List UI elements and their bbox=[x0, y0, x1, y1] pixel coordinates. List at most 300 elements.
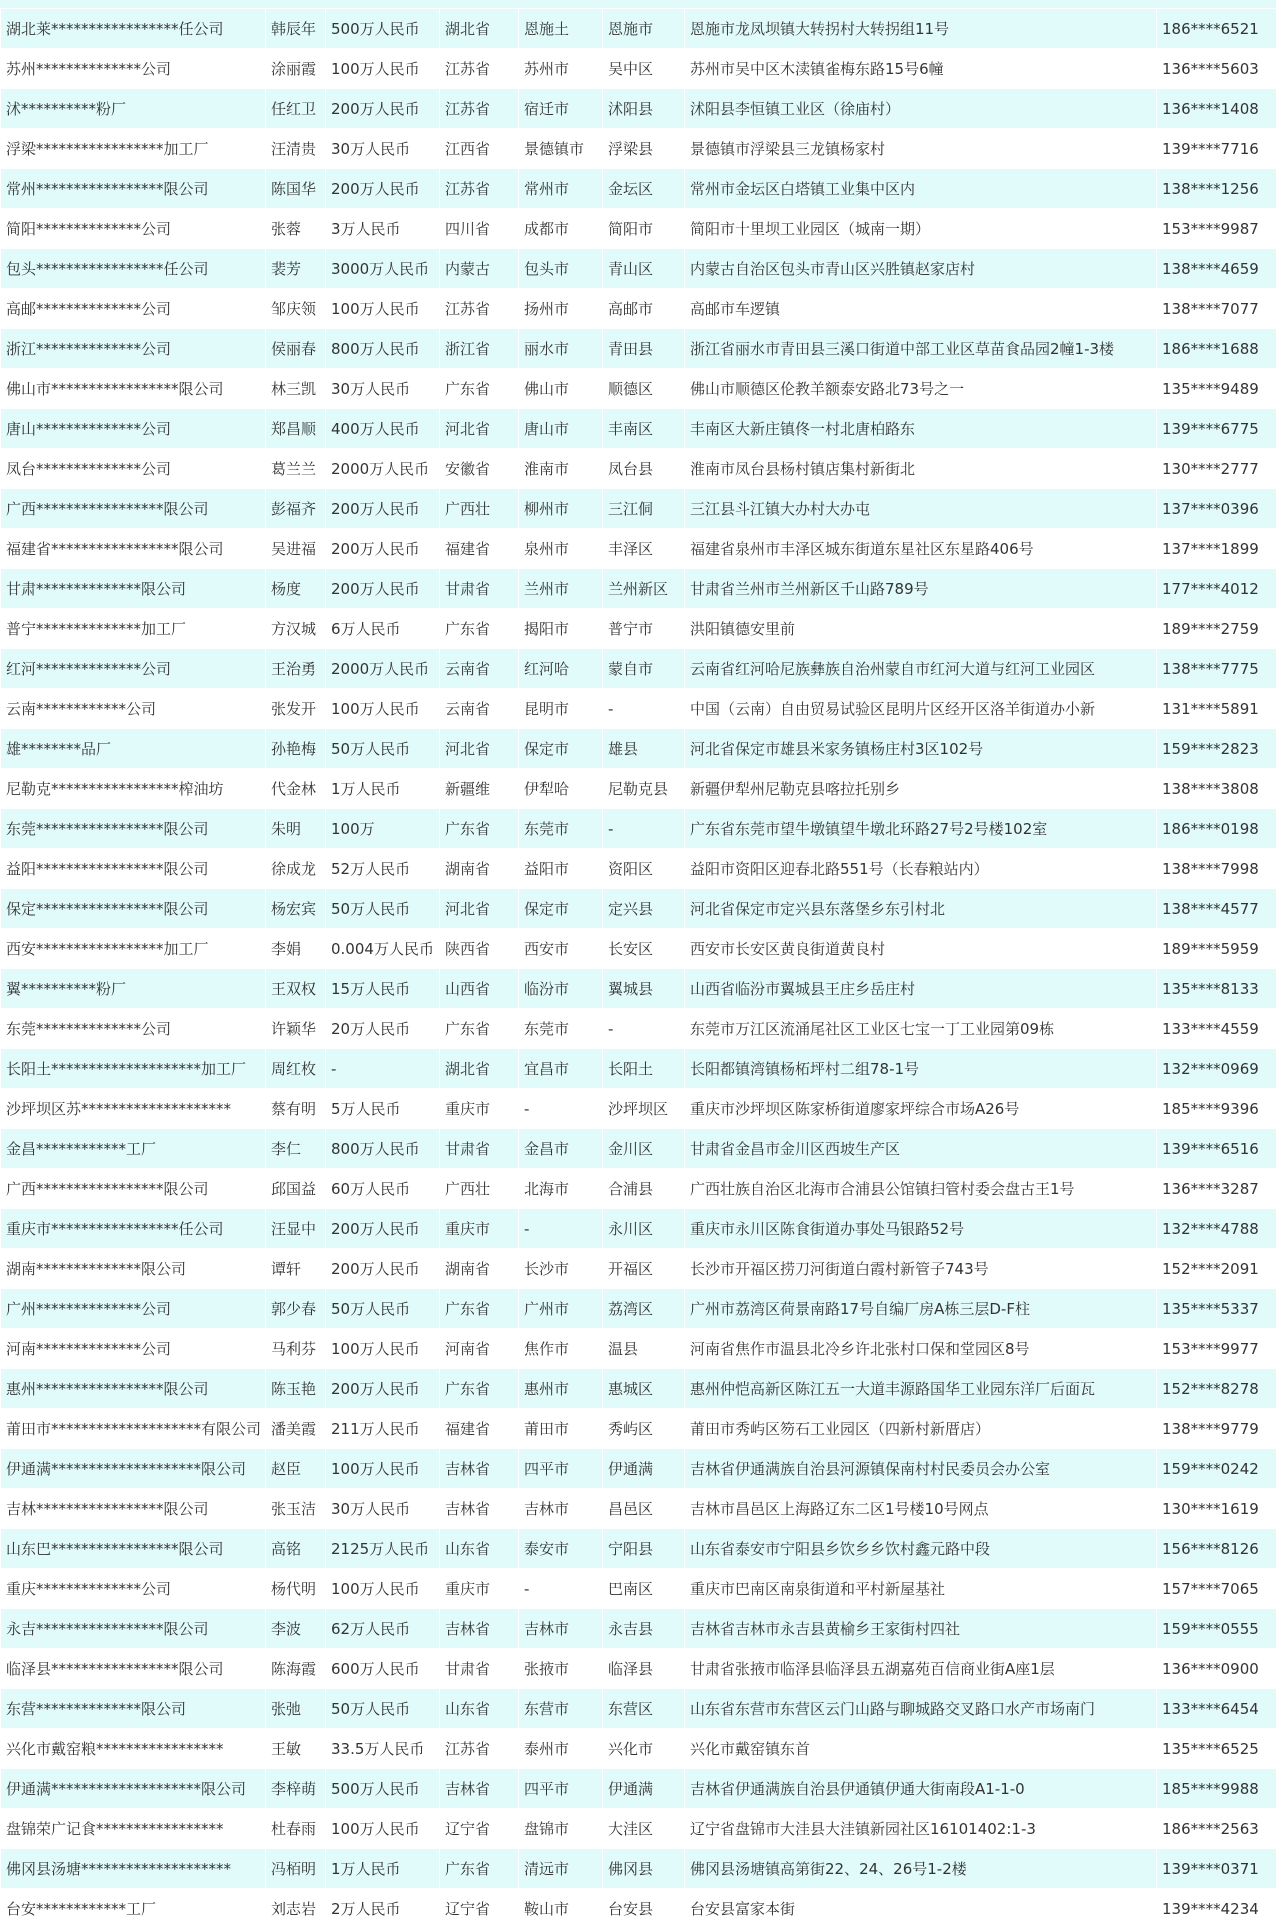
county-cell: 临泽县 bbox=[603, 1649, 685, 1689]
phone-cell: 189****5959 bbox=[1157, 929, 1277, 969]
phone-cell: 139****4234 bbox=[1157, 1889, 1277, 1920]
phone-cell: 135****8133 bbox=[1157, 969, 1277, 1009]
registered-capital-cell: 15万人民币 bbox=[326, 969, 440, 1009]
table-row bbox=[1, 289, 1277, 329]
registered-capital-cell: 100万 bbox=[326, 809, 440, 849]
city-cell: 清远市 bbox=[519, 1849, 603, 1889]
registered-capital-cell: 50万人民币 bbox=[326, 729, 440, 769]
county-cell: 兰州新区 bbox=[603, 569, 685, 609]
address-cell: 山东省泰安市宁阳县乡饮乡乡饮村鑫元路中段 bbox=[685, 1529, 1157, 1569]
phone-cell: 139****0371 bbox=[1157, 1849, 1277, 1889]
city-cell: 西安市 bbox=[519, 929, 603, 969]
city-cell: 莆田市 bbox=[519, 1409, 603, 1449]
company-name-cell: 浙江**************公司 bbox=[1, 329, 266, 369]
table-row bbox=[1, 969, 1277, 1009]
legal-person-cell: 汪清贵 bbox=[266, 129, 326, 169]
phone-cell: 136****1408 bbox=[1157, 89, 1277, 129]
table-row bbox=[1, 1289, 1277, 1329]
legal-person-cell: 蔡有明 bbox=[266, 1089, 326, 1129]
legal-person-cell: 刘志岩 bbox=[266, 1889, 326, 1920]
county-cell: 浮梁县 bbox=[603, 129, 685, 169]
legal-person-cell: 谭轩 bbox=[266, 1249, 326, 1289]
registered-capital-cell: 0.004万人民币 bbox=[326, 929, 440, 969]
table-row bbox=[1, 369, 1277, 409]
address-cell: 河北省保定市定兴县东落堡乡东引村北 bbox=[685, 889, 1157, 929]
county-cell: - bbox=[603, 689, 685, 729]
city-cell: - bbox=[519, 1569, 603, 1609]
table-top-strip bbox=[0, 0, 1276, 8]
phone-cell: 185****9396 bbox=[1157, 1089, 1277, 1129]
registered-capital-cell: 200万人民币 bbox=[326, 89, 440, 129]
table-row bbox=[1, 929, 1277, 969]
city-cell: 景德镇市 bbox=[519, 129, 603, 169]
province-cell: 广东省 bbox=[440, 1289, 519, 1329]
county-cell: 昌邑区 bbox=[603, 1489, 685, 1529]
county-cell: 宁阳县 bbox=[603, 1529, 685, 1569]
legal-person-cell: 陈玉艳 bbox=[266, 1369, 326, 1409]
province-cell: 河北省 bbox=[440, 409, 519, 449]
legal-person-cell: 赵臣 bbox=[266, 1449, 326, 1489]
registered-capital-cell: 600万人民币 bbox=[326, 1649, 440, 1689]
phone-cell: 139****6516 bbox=[1157, 1129, 1277, 1169]
city-cell: 东莞市 bbox=[519, 1009, 603, 1049]
county-cell: 定兴县 bbox=[603, 889, 685, 929]
legal-person-cell: 郑昌顺 bbox=[266, 409, 326, 449]
county-cell: 顺德区 bbox=[603, 369, 685, 409]
county-cell: 巴南区 bbox=[603, 1569, 685, 1609]
county-cell: 沭阳县 bbox=[603, 89, 685, 129]
province-cell: 新疆维 bbox=[440, 769, 519, 809]
province-cell: 辽宁省 bbox=[440, 1889, 519, 1920]
county-cell: 雄县 bbox=[603, 729, 685, 769]
registered-capital-cell: 2万人民币 bbox=[326, 1889, 440, 1920]
table-row bbox=[1, 1569, 1277, 1609]
company-name-cell: 简阳**************公司 bbox=[1, 209, 266, 249]
table-row bbox=[1, 1769, 1277, 1809]
company-name-cell: 云南************公司 bbox=[1, 689, 266, 729]
province-cell: 河北省 bbox=[440, 729, 519, 769]
province-cell: 湖北省 bbox=[440, 1049, 519, 1089]
table-row bbox=[1, 849, 1277, 889]
legal-person-cell: 郭少春 bbox=[266, 1289, 326, 1329]
province-cell: 辽宁省 bbox=[440, 1809, 519, 1849]
city-cell: 北海市 bbox=[519, 1169, 603, 1209]
province-cell: 重庆市 bbox=[440, 1089, 519, 1129]
county-cell: 三江侗 bbox=[603, 489, 685, 529]
county-cell: 兴化市 bbox=[603, 1729, 685, 1769]
company-name-cell: 重庆市*****************任公司 bbox=[1, 1209, 266, 1249]
registered-capital-cell: 62万人民币 bbox=[326, 1609, 440, 1649]
county-cell: 惠城区 bbox=[603, 1369, 685, 1409]
legal-person-cell: 陈海霞 bbox=[266, 1649, 326, 1689]
address-cell: 常州市金坛区白塔镇工业集中区内 bbox=[685, 169, 1157, 209]
city-cell: 泉州市 bbox=[519, 529, 603, 569]
table-row bbox=[1, 249, 1277, 289]
phone-cell: 137****0396 bbox=[1157, 489, 1277, 529]
table-row bbox=[1, 569, 1277, 609]
company-name-cell: 东莞**************公司 bbox=[1, 1009, 266, 1049]
county-cell: 资阳区 bbox=[603, 849, 685, 889]
legal-person-cell: 许颖华 bbox=[266, 1009, 326, 1049]
address-cell: 西安市长安区黄良街道黄良村 bbox=[685, 929, 1157, 969]
registered-capital-cell: 5万人民币 bbox=[326, 1089, 440, 1129]
city-cell: 惠州市 bbox=[519, 1369, 603, 1409]
company-name-cell: 莆田市********************有限公司 bbox=[1, 1409, 266, 1449]
legal-person-cell: 裴芳 bbox=[266, 249, 326, 289]
table-row bbox=[1, 1529, 1277, 1569]
table-row bbox=[1, 1329, 1277, 1369]
phone-cell: 138****9779 bbox=[1157, 1409, 1277, 1449]
company-name-cell: 兴化市戴窑粮***************** bbox=[1, 1729, 266, 1769]
city-cell: - bbox=[519, 1089, 603, 1129]
county-cell: 丰泽区 bbox=[603, 529, 685, 569]
province-cell: 吉林省 bbox=[440, 1769, 519, 1809]
legal-person-cell: 张蓉 bbox=[266, 209, 326, 249]
address-cell: 吉林省伊通满族自治县河源镇保南村村民委员会办公室 bbox=[685, 1449, 1157, 1489]
county-cell: 秀屿区 bbox=[603, 1409, 685, 1449]
province-cell: 江苏省 bbox=[440, 1729, 519, 1769]
province-cell: 云南省 bbox=[440, 649, 519, 689]
legal-person-cell: 潘美霞 bbox=[266, 1409, 326, 1449]
company-name-cell: 浮梁*****************加工厂 bbox=[1, 129, 266, 169]
company-name-cell: 普宁**************加工厂 bbox=[1, 609, 266, 649]
table-row bbox=[1, 1089, 1277, 1129]
phone-cell: 152****8278 bbox=[1157, 1369, 1277, 1409]
province-cell: 山东省 bbox=[440, 1689, 519, 1729]
phone-cell: 135****9489 bbox=[1157, 369, 1277, 409]
county-cell: 伊通满 bbox=[603, 1449, 685, 1489]
legal-person-cell: 张弛 bbox=[266, 1689, 326, 1729]
registered-capital-cell: 200万人民币 bbox=[326, 569, 440, 609]
company-name-cell: 常州*****************限公司 bbox=[1, 169, 266, 209]
registered-capital-cell: 6万人民币 bbox=[326, 609, 440, 649]
address-cell: 甘肃省兰州市兰州新区千山路789号 bbox=[685, 569, 1157, 609]
legal-person-cell: 侯丽春 bbox=[266, 329, 326, 369]
city-cell: 泰安市 bbox=[519, 1529, 603, 1569]
county-cell: 伊通满 bbox=[603, 1769, 685, 1809]
company-name-cell: 苏州**************公司 bbox=[1, 49, 266, 89]
city-cell: 红河哈 bbox=[519, 649, 603, 689]
registered-capital-cell: 500万人民币 bbox=[326, 9, 440, 49]
county-cell: 东营区 bbox=[603, 1689, 685, 1729]
table-row bbox=[1, 489, 1277, 529]
legal-person-cell: 吴进福 bbox=[266, 529, 326, 569]
legal-person-cell: 王双权 bbox=[266, 969, 326, 1009]
county-cell: 丰南区 bbox=[603, 409, 685, 449]
legal-person-cell: 王敏 bbox=[266, 1729, 326, 1769]
county-cell: 高邮市 bbox=[603, 289, 685, 329]
registered-capital-cell: 30万人民币 bbox=[326, 369, 440, 409]
address-cell: 甘肃省张掖市临泽县临泽县五湖嘉苑百信商业街A座1层 bbox=[685, 1649, 1157, 1689]
company-name-cell: 湖南**************限公司 bbox=[1, 1249, 266, 1289]
address-cell: 重庆市巴南区南泉街道和平村新屋基社 bbox=[685, 1569, 1157, 1609]
city-cell: 四平市 bbox=[519, 1769, 603, 1809]
phone-cell: 139****7716 bbox=[1157, 129, 1277, 169]
city-cell: 东莞市 bbox=[519, 809, 603, 849]
province-cell: 浙江省 bbox=[440, 329, 519, 369]
registered-capital-cell: 100万人民币 bbox=[326, 289, 440, 329]
registered-capital-cell: 100万人民币 bbox=[326, 1449, 440, 1489]
city-cell: 宿迁市 bbox=[519, 89, 603, 129]
address-cell: 台安县富家本街 bbox=[685, 1889, 1157, 1920]
address-cell: 河南省焦作市温县北冷乡许北张村口保和堂园区8号 bbox=[685, 1329, 1157, 1369]
legal-person-cell: 王治勇 bbox=[266, 649, 326, 689]
table-row bbox=[1, 1849, 1277, 1889]
address-cell: 山东省东营市东营区云门山路与聊城路交叉路口水产市场南门 bbox=[685, 1689, 1157, 1729]
table-row bbox=[1, 729, 1277, 769]
phone-cell: 133****6454 bbox=[1157, 1689, 1277, 1729]
registered-capital-cell: 100万人民币 bbox=[326, 689, 440, 729]
province-cell: 江苏省 bbox=[440, 289, 519, 329]
legal-person-cell: 涂丽霞 bbox=[266, 49, 326, 89]
city-cell: 张掖市 bbox=[519, 1649, 603, 1689]
phone-cell: 136****3287 bbox=[1157, 1169, 1277, 1209]
table-row bbox=[1, 129, 1277, 169]
address-cell: 景德镇市浮梁县三龙镇杨家村 bbox=[685, 129, 1157, 169]
city-cell: 金昌市 bbox=[519, 1129, 603, 1169]
city-cell: 吉林市 bbox=[519, 1609, 603, 1649]
registered-capital-cell: 200万人民币 bbox=[326, 529, 440, 569]
phone-cell: 186****1688 bbox=[1157, 329, 1277, 369]
county-cell: 沙坪坝区 bbox=[603, 1089, 685, 1129]
registered-capital-cell: 1万人民币 bbox=[326, 1849, 440, 1889]
table-row bbox=[1, 1049, 1277, 1089]
company-name-cell: 甘肃**************限公司 bbox=[1, 569, 266, 609]
company-name-cell: 雄********品厂 bbox=[1, 729, 266, 769]
city-cell: 成都市 bbox=[519, 209, 603, 249]
table-body bbox=[1, 9, 1277, 1920]
table-row bbox=[1, 1169, 1277, 1209]
table-row bbox=[1, 9, 1277, 49]
address-cell: 高邮市车逻镇 bbox=[685, 289, 1157, 329]
county-cell: 简阳市 bbox=[603, 209, 685, 249]
phone-cell: 159****2823 bbox=[1157, 729, 1277, 769]
phone-cell: 136****0900 bbox=[1157, 1649, 1277, 1689]
city-cell: 淮南市 bbox=[519, 449, 603, 489]
table-row bbox=[1, 1409, 1277, 1449]
address-cell: 山西省临汾市翼城县王庄乡岳庄村 bbox=[685, 969, 1157, 1009]
registered-capital-cell: 3000万人民币 bbox=[326, 249, 440, 289]
phone-cell: 135****5337 bbox=[1157, 1289, 1277, 1329]
legal-person-cell: 方汉城 bbox=[266, 609, 326, 649]
table-row bbox=[1, 1729, 1277, 1769]
province-cell: 湖南省 bbox=[440, 1249, 519, 1289]
company-name-cell: 高邮**************公司 bbox=[1, 289, 266, 329]
province-cell: 广西壮 bbox=[440, 489, 519, 529]
registered-capital-cell: 30万人民币 bbox=[326, 1489, 440, 1529]
phone-cell: 157****7065 bbox=[1157, 1569, 1277, 1609]
legal-person-cell: 朱明 bbox=[266, 809, 326, 849]
city-cell: 苏州市 bbox=[519, 49, 603, 89]
registered-capital-cell: 50万人民币 bbox=[326, 1689, 440, 1729]
company-name-cell: 包头*****************任公司 bbox=[1, 249, 266, 289]
province-cell: 山东省 bbox=[440, 1529, 519, 1569]
registered-capital-cell: 211万人民币 bbox=[326, 1409, 440, 1449]
registered-capital-cell: 20万人民币 bbox=[326, 1009, 440, 1049]
legal-person-cell: 杨代明 bbox=[266, 1569, 326, 1609]
table-row bbox=[1, 1809, 1277, 1849]
province-cell: 福建省 bbox=[440, 529, 519, 569]
company-name-cell: 沙坪坝区苏******************** bbox=[1, 1089, 266, 1129]
registered-capital-cell: 200万人民币 bbox=[326, 489, 440, 529]
legal-person-cell: 李仁 bbox=[266, 1129, 326, 1169]
company-name-cell: 佛山市*****************限公司 bbox=[1, 369, 266, 409]
company-name-cell: 盘锦荣广记食***************** bbox=[1, 1809, 266, 1849]
registered-capital-cell: 100万人民币 bbox=[326, 1329, 440, 1369]
city-cell: 保定市 bbox=[519, 729, 603, 769]
table-row bbox=[1, 689, 1277, 729]
county-cell: 尼勒克县 bbox=[603, 769, 685, 809]
legal-person-cell: 陈国华 bbox=[266, 169, 326, 209]
legal-person-cell: 杨宏宾 bbox=[266, 889, 326, 929]
address-cell: 广西壮族自治区北海市合浦县公馆镇扫管村委会盘古王1号 bbox=[685, 1169, 1157, 1209]
city-cell: 兰州市 bbox=[519, 569, 603, 609]
phone-cell: 131****5891 bbox=[1157, 689, 1277, 729]
city-cell: 常州市 bbox=[519, 169, 603, 209]
province-cell: 重庆市 bbox=[440, 1569, 519, 1609]
county-cell: 金坛区 bbox=[603, 169, 685, 209]
city-cell: 宜昌市 bbox=[519, 1049, 603, 1089]
company-name-cell: 唐山**************公司 bbox=[1, 409, 266, 449]
registered-capital-cell: 100万人民币 bbox=[326, 49, 440, 89]
legal-person-cell: 高铭 bbox=[266, 1529, 326, 1569]
county-cell: 普宁市 bbox=[603, 609, 685, 649]
phone-cell: 186****6521 bbox=[1157, 9, 1277, 49]
city-cell: 丽水市 bbox=[519, 329, 603, 369]
address-cell: 东莞市万江区流涌尾社区工业区七宝一丁工业园第09栋 bbox=[685, 1009, 1157, 1049]
registered-capital-cell: 2000万人民币 bbox=[326, 449, 440, 489]
registered-capital-cell: 100万人民币 bbox=[326, 1569, 440, 1609]
registered-capital-cell: 200万人民币 bbox=[326, 1209, 440, 1249]
table-row bbox=[1, 1609, 1277, 1649]
phone-cell: 138****4659 bbox=[1157, 249, 1277, 289]
address-cell: 广州市荔湾区荷景南路17号自编厂房A栋三层D-F柱 bbox=[685, 1289, 1157, 1329]
company-name-cell: 凤台**************公司 bbox=[1, 449, 266, 489]
phone-cell: 138****3808 bbox=[1157, 769, 1277, 809]
table-row bbox=[1, 809, 1277, 849]
legal-person-cell: 李娟 bbox=[266, 929, 326, 969]
table-row bbox=[1, 1649, 1277, 1689]
province-cell: 安徽省 bbox=[440, 449, 519, 489]
address-cell: 益阳市资阳区迎春北路551号（长春粮站内） bbox=[685, 849, 1157, 889]
province-cell: 广东省 bbox=[440, 809, 519, 849]
city-cell: 昆明市 bbox=[519, 689, 603, 729]
table-row bbox=[1, 49, 1277, 89]
legal-person-cell: 彭福齐 bbox=[266, 489, 326, 529]
company-name-cell: 临泽县*****************限公司 bbox=[1, 1649, 266, 1689]
table-row bbox=[1, 1249, 1277, 1289]
county-cell: 永吉县 bbox=[603, 1609, 685, 1649]
table-row bbox=[1, 409, 1277, 449]
legal-person-cell: 杜春雨 bbox=[266, 1809, 326, 1849]
phone-cell: 139****6775 bbox=[1157, 409, 1277, 449]
phone-cell: 135****6525 bbox=[1157, 1729, 1277, 1769]
province-cell: 广东省 bbox=[440, 1009, 519, 1049]
city-cell: 长沙市 bbox=[519, 1249, 603, 1289]
province-cell: 云南省 bbox=[440, 689, 519, 729]
address-cell: 甘肃省金昌市金川区西坡生产区 bbox=[685, 1129, 1157, 1169]
table-row bbox=[1, 1369, 1277, 1409]
city-cell: 唐山市 bbox=[519, 409, 603, 449]
address-cell: 吉林省伊通满族自治县伊通镇伊通大街南段A1-1-0 bbox=[685, 1769, 1157, 1809]
city-cell: 泰州市 bbox=[519, 1729, 603, 1769]
county-cell: 大洼区 bbox=[603, 1809, 685, 1849]
company-name-cell: 永吉*****************限公司 bbox=[1, 1609, 266, 1649]
legal-person-cell: 周红枚 bbox=[266, 1049, 326, 1089]
company-table bbox=[0, 8, 1277, 1920]
county-cell: 凤台县 bbox=[603, 449, 685, 489]
phone-cell: 137****1899 bbox=[1157, 529, 1277, 569]
province-cell: 福建省 bbox=[440, 1409, 519, 1449]
company-name-cell: 伊通满********************限公司 bbox=[1, 1449, 266, 1489]
city-cell: 焦作市 bbox=[519, 1329, 603, 1369]
province-cell: 甘肃省 bbox=[440, 1129, 519, 1169]
table-row bbox=[1, 1009, 1277, 1049]
address-cell: 佛山市顺德区伦教羊额泰安路北73号之一 bbox=[685, 369, 1157, 409]
address-cell: 广东省东莞市望牛墩镇望牛墩北环路27号2号楼102室 bbox=[685, 809, 1157, 849]
company-name-cell: 西安*****************加工厂 bbox=[1, 929, 266, 969]
city-cell: 益阳市 bbox=[519, 849, 603, 889]
address-cell: 丰南区大新庄镇佟一村北唐柏路东 bbox=[685, 409, 1157, 449]
registered-capital-cell: 2125万人民币 bbox=[326, 1529, 440, 1569]
legal-person-cell: 孙艳梅 bbox=[266, 729, 326, 769]
phone-cell: 177****4012 bbox=[1157, 569, 1277, 609]
legal-person-cell: 张玉洁 bbox=[266, 1489, 326, 1529]
county-cell: 合浦县 bbox=[603, 1169, 685, 1209]
company-name-cell: 金昌************工厂 bbox=[1, 1129, 266, 1169]
address-cell: 惠州仲恺高新区陈江五一大道丰源路国华工业园东洋厂后面瓦 bbox=[685, 1369, 1157, 1409]
address-cell: 沭阳县李恒镇工业区（徐庙村） bbox=[685, 89, 1157, 129]
phone-cell: 132****4788 bbox=[1157, 1209, 1277, 1249]
legal-person-cell: 冯栢明 bbox=[266, 1849, 326, 1889]
registered-capital-cell: 200万人民币 bbox=[326, 1369, 440, 1409]
legal-person-cell: 任红卫 bbox=[266, 89, 326, 129]
company-name-cell: 吉林*****************限公司 bbox=[1, 1489, 266, 1529]
city-cell: 佛山市 bbox=[519, 369, 603, 409]
county-cell: 长阳土 bbox=[603, 1049, 685, 1089]
phone-cell: 138****1256 bbox=[1157, 169, 1277, 209]
address-cell: 莆田市秀屿区笏石工业园区（四新村新厝店） bbox=[685, 1409, 1157, 1449]
province-cell: 河南省 bbox=[440, 1329, 519, 1369]
registered-capital-cell: 800万人民币 bbox=[326, 329, 440, 369]
address-cell: 洪阳镇德安里前 bbox=[685, 609, 1157, 649]
phone-cell: 138****4577 bbox=[1157, 889, 1277, 929]
registered-capital-cell: 33.5万人民币 bbox=[326, 1729, 440, 1769]
legal-person-cell: 张发开 bbox=[266, 689, 326, 729]
company-name-cell: 重庆**************公司 bbox=[1, 1569, 266, 1609]
legal-person-cell: 代金林 bbox=[266, 769, 326, 809]
county-cell: 翼城县 bbox=[603, 969, 685, 1009]
company-name-cell: 翼**********粉厂 bbox=[1, 969, 266, 1009]
company-name-cell: 湖北莱*****************任公司 bbox=[1, 9, 266, 49]
registered-capital-cell: 3万人民币 bbox=[326, 209, 440, 249]
address-cell: 长沙市开福区捞刀河街道白霞村新管子743号 bbox=[685, 1249, 1157, 1289]
province-cell: 江苏省 bbox=[440, 49, 519, 89]
company-name-cell: 伊通满********************限公司 bbox=[1, 1769, 266, 1809]
province-cell: 陕西省 bbox=[440, 929, 519, 969]
county-cell: 台安县 bbox=[603, 1889, 685, 1920]
table-row bbox=[1, 1689, 1277, 1729]
county-cell: 荔湾区 bbox=[603, 1289, 685, 1329]
address-cell: 苏州市吴中区木渎镇雀梅东路15号6幢 bbox=[685, 49, 1157, 89]
province-cell: 广西壮 bbox=[440, 1169, 519, 1209]
phone-cell: 159****0242 bbox=[1157, 1449, 1277, 1489]
province-cell: 重庆市 bbox=[440, 1209, 519, 1249]
address-cell: 恩施市龙凤坝镇大转拐村大转拐组11号 bbox=[685, 9, 1157, 49]
county-cell: 蒙自市 bbox=[603, 649, 685, 689]
city-cell: 吉林市 bbox=[519, 1489, 603, 1529]
table-row bbox=[1, 769, 1277, 809]
